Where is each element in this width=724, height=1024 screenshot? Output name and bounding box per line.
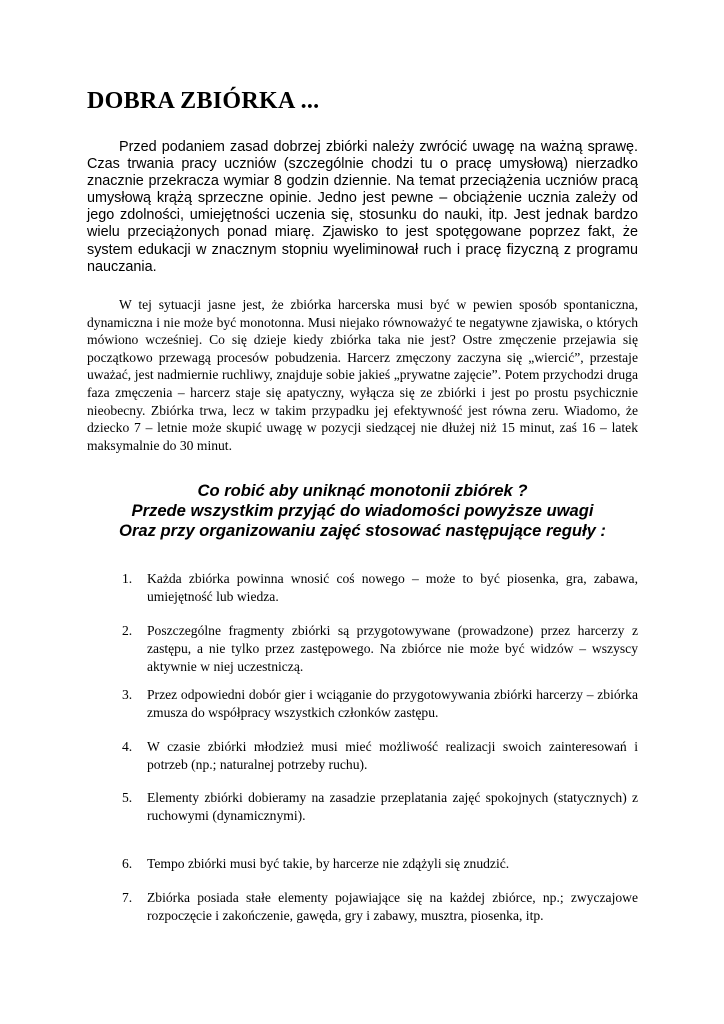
intro-paragraph: Przed podaniem zasad dobrzej zbiórki należy zwrócić uwagę na ważną sprawę. Czas trwania pracy uczniów (szczególnie chodzi tu o pracę umysłową) nierzadko znacznie przekracza wymiar 8 godzin dziennie. Na temat przeciążenia uczniów pracą umysłową krążą sprzeczne opinie. Jedno jest pewne – obciążenie ucznia zależy od jego zdolności, umiejętności uczenia się, stosunku do nauki, itp. Jest jednak bardzo wielu przeciążonych ponad miarę. Zjawisko to jest spotęgowane poprzez fakt, że system edukacji w znacznym stopniu wyeliminował ruch i pracę fizyczną z programu nauczania. — [87, 139, 638, 275]
rule-number: 2. — [122, 623, 133, 638]
rule-number: 4. — [122, 739, 133, 754]
page-title: DOBRA ZBIÓRKA ... — [87, 88, 320, 114]
rule-text: Elementy zbiórki dobieramy na zasadzie przeplatania zajęć spokojnych (statycznych) z ruchowymi (dynamicznymi). — [147, 790, 638, 823]
section-heading-line: Przede wszystkim przyjąć do wiadomości powyższe uwagi — [131, 501, 594, 520]
rule-text: Zbiórka posiada stałe elementy pojawiające się na każdej zbiórce, np.; zwyczajowe rozpoczęcie i zakończenie, gawęda, gry i zabawy, musztra, piosenka, itp. — [147, 890, 638, 923]
rule-number: 6. — [122, 856, 133, 871]
rule-number: 3. — [122, 687, 133, 702]
section-heading — [87, 481, 638, 541]
section-heading-line: Co robić aby uniknąć monotonii zbiórek ? — [197, 481, 528, 500]
rule-text: Przez odpowiedni dobór gier i wciąganie do przygotowywania zbiórki harcerzy – zbiórka zmusza do współpracy wszystkich członków zastępu. — [147, 687, 638, 720]
rule-number: 5. — [122, 790, 133, 805]
section-heading-line: Oraz przy organizowaniu zajęć stosować następujące reguły : — [119, 521, 606, 540]
body-paragraph: W tej sytuacji jasne jest, że zbiórka harcerska musi być w pewien sposób spontaniczna, dynamiczna i nie może być monotonna. Musi niejako równoważyć te negatywne zjawiska, o których mówiono wcześniej. Co się dzieje kiedy zbiórka taka nie jest? Ostre zmęczenie przejawia się początkowo przewagą procesów pobudzenia. Harcerz zmęczony zaczyna się „wiercić”, przestaje uważać, jest nadmiernie ruchliwy, znajduje sobie jakieś „prywatne zajęcie”. Potem przychodzi druga faza zmęczenia – harcerz staje się apatyczny, wyłącza się ze zbiórki i jest po prostu psychicznie nieobecny. Zbiórka trwa, lecz w takim przypadku jej efektywność jest równa zeru. Wiadomo, że dziecko 7 – letnie może skupić uwagę w pozycji siedzącej nie dłużej niż 15 minut, zaś 16 – latek maksymalnie do 30 minut. — [87, 297, 638, 453]
rule-text: Tempo zbiórki musi być takie, by harcerze nie zdążyli się znudzić. — [147, 856, 510, 871]
rule-text: Każda zbiórka powinna wnosić coś nowego – może to być piosenka, gra, zabawa, umiejętność lub wiedza. — [147, 571, 638, 604]
rule-text: W czasie zbiórki młodzież musi mieć możliwość realizacji swoich zainteresowań i potrzeb (np.; naturalnej potrzeby ruchu). — [147, 739, 638, 772]
rule-text: Poszczególne fragmenty zbiórki są przygotowywane (prowadzone) przez harcerzy z zastępu, a nie tylko przez zastępowego. Na zbiórce nie może być widzów – wszyscy aktywnie w niej uczestniczą. — [147, 623, 638, 674]
rule-number: 7. — [122, 890, 133, 905]
rule-number: 1. — [122, 571, 133, 586]
